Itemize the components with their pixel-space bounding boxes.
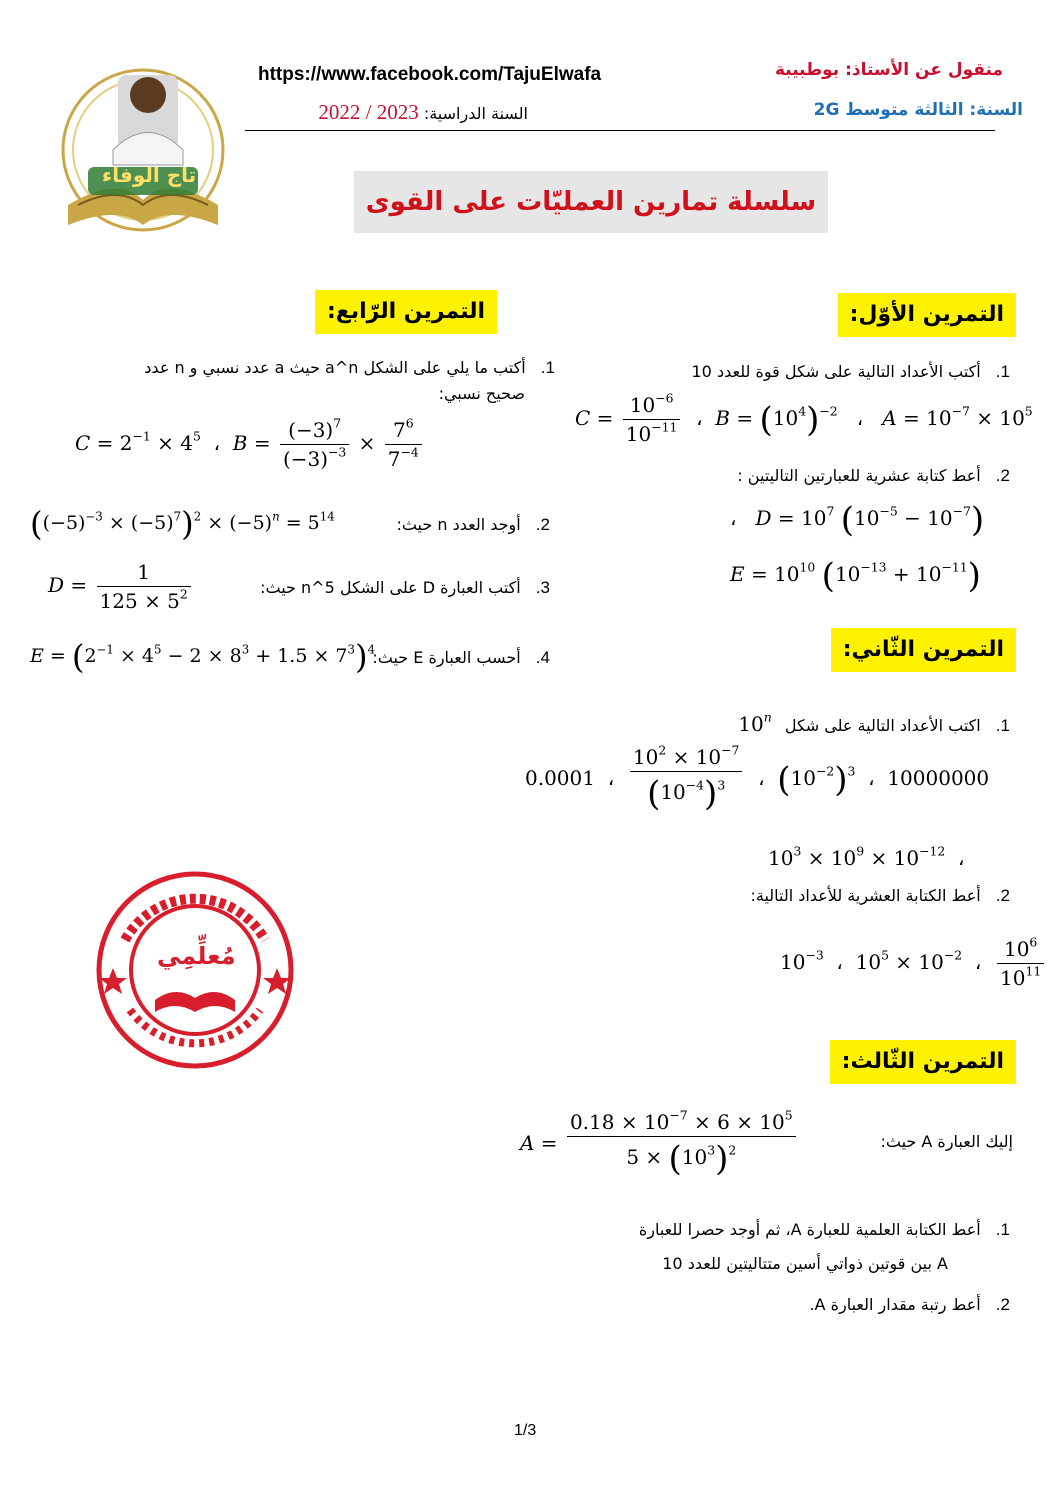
ex4-q2: [380, 515, 550, 535]
ex3-q1: [530, 1220, 1010, 1240]
ex1-q2-num: 2.: [995, 466, 1010, 485]
ex3-q1-num: 1.: [995, 1220, 1010, 1239]
ex4-q1-num: 1.: [540, 358, 555, 377]
ex4-q2-num: 2.: [535, 515, 550, 534]
ex4-q4-text: أحسب العبارة E حيث:: [372, 648, 521, 667]
ex4-q3-formula: D = $\frac{1}{125 \times 5^2}$: [48, 560, 194, 613]
ex3-q2-num: 2.: [995, 1295, 1010, 1314]
ex4-q2-formula: $((-5)^{-3} \times (-5)^7)^2 \times (-5)^n = 5^{14}$: [30, 505, 335, 543]
ex3-q1-text: أعط الكتابة العلمية للعبارة A، ثم أوجد حصرا للعبارة: [638, 1220, 981, 1239]
page-number: 1/3: [514, 1422, 537, 1439]
ex2-heading: التمرين الثّاني:: [831, 628, 1016, 672]
teacher-stamp: [95, 870, 295, 1070]
year-label: السنة الدراسية:: [423, 104, 528, 123]
ex4-q1-text: أكتب ما يلي على الشكل a^n حيث a عدد نسبي و n عدد: [144, 358, 526, 377]
header-rule: [245, 130, 995, 131]
ex4-q3: [200, 578, 550, 598]
ex2-q2-num: 2.: [995, 886, 1010, 905]
ex4-q4-formula: $E = (2^{-1} \times 4^5 - 2 \times 8^3 + 1.5 \times 7^3)^4$: [30, 638, 376, 676]
ex4-q4-num: 4.: [535, 648, 550, 667]
ex2-q1-power: 10$^n$: [738, 709, 772, 736]
facebook-url[interactable]: https://www.facebook.com/TajuElwafa: [258, 64, 602, 85]
page-title: سلسلة تمارين العمليّات على القوى: [354, 171, 828, 233]
ex4-q1: [55, 358, 555, 378]
ex3-q1-text2: A بين قوتين ذواتي أسين متتاليتين للعدد 10: [662, 1254, 948, 1273]
ex2-q2-text: أعط الكتابة العشرية للأعداد التالية:: [750, 886, 981, 905]
ex3-heading: التمرين الثّالث:: [830, 1040, 1016, 1084]
year-value: 2022 / 2023: [318, 100, 419, 124]
ex3-intro: إليك العبارة A حيث:: [880, 1132, 1013, 1151]
ex4-q3-text: أكتب العبارة D على الشكل 5^n حيث:: [260, 578, 521, 597]
ex4-q3-num: 3.: [535, 578, 550, 597]
ex1-q2-text: أعط كتابة عشرية للعبارتين التاليتين :: [737, 466, 981, 485]
ex2-q2-formula: $10^{-3}$ ، $10^5 \times 10^{-2}$ ، $\frac{10^6}{10^{11}}$: [780, 937, 1047, 990]
stamp-center-text: مُعلِّمِي: [157, 942, 236, 970]
ex2-q1-num: 1.: [995, 716, 1010, 735]
ex4-q1-text2: صحيح نسبي:: [438, 384, 525, 403]
ex1-q1-num: 1.: [995, 362, 1010, 381]
ex4-q2-text: أوجد العدد n حيث:: [396, 515, 521, 534]
ex4-q1-formula: $C = 2^{-1} \times 4^5$ ، B = $\frac{(-3)^7}{(-3)^{-3}}$ × $\frac{7^6}{7^{-4}}$: [75, 418, 425, 471]
ex3-formula: A = $\frac{0.18 \times 10^{-7} \times 6 \times 10^5}{5 \times (10^3)^2}$: [520, 1110, 799, 1179]
ex2-q1-text: اكتب الأعداد التالية على شكل: [784, 716, 981, 735]
logo-text: تاج الوفاء: [102, 163, 197, 187]
ex2-q1-formula: 0.0001 ، $\frac{10^2 \times 10^{-7}}{(10^{-4})^3}$ ، $(10^{-2})^3$ ، 10000000: [525, 742, 990, 814]
ex2-q1: [610, 709, 1010, 736]
ex1-heading: التمرين الأوّل:: [838, 293, 1016, 337]
ex4-heading: التمرين الرّابع:: [315, 290, 497, 334]
ex1-q2: [610, 466, 1010, 486]
source-credit: منقول عن الأستاذ: بوطبيبة: [774, 60, 1003, 80]
ex1-q1-formula: C = $\frac{10^{-6}}{10^{-11}}$ ، $B = (10^4)^{-2}$ ، $A = 10^{-7} \times 10^5$: [575, 390, 1033, 446]
school-year: [268, 100, 528, 125]
ex1-q2-formula-d: ، $D = 10^7$ $(10^{-5} - 10^{-7})$: [730, 500, 985, 540]
ex3-q2-text: أعط رتبة مقدار العبارة A.: [809, 1295, 981, 1314]
ex1-q1-text: أكتب الأعداد التالية على شكل قوة للعدد 10: [691, 362, 981, 381]
ex1-q1: [530, 362, 1010, 382]
logo: [58, 55, 228, 240]
class-level: السنة: الثالثة متوسط 2G: [813, 100, 1023, 120]
ex2-q1-formula-2: $10^3 \times 10^9 \times 10^{-12}$ ،: [768, 843, 965, 870]
ex2-q2: [590, 886, 1010, 906]
ex3-q2: [610, 1295, 1010, 1315]
ex1-q2-formula-e: $E = 10^{10}$ $(10^{-13} + 10^{-11})$: [730, 556, 981, 596]
